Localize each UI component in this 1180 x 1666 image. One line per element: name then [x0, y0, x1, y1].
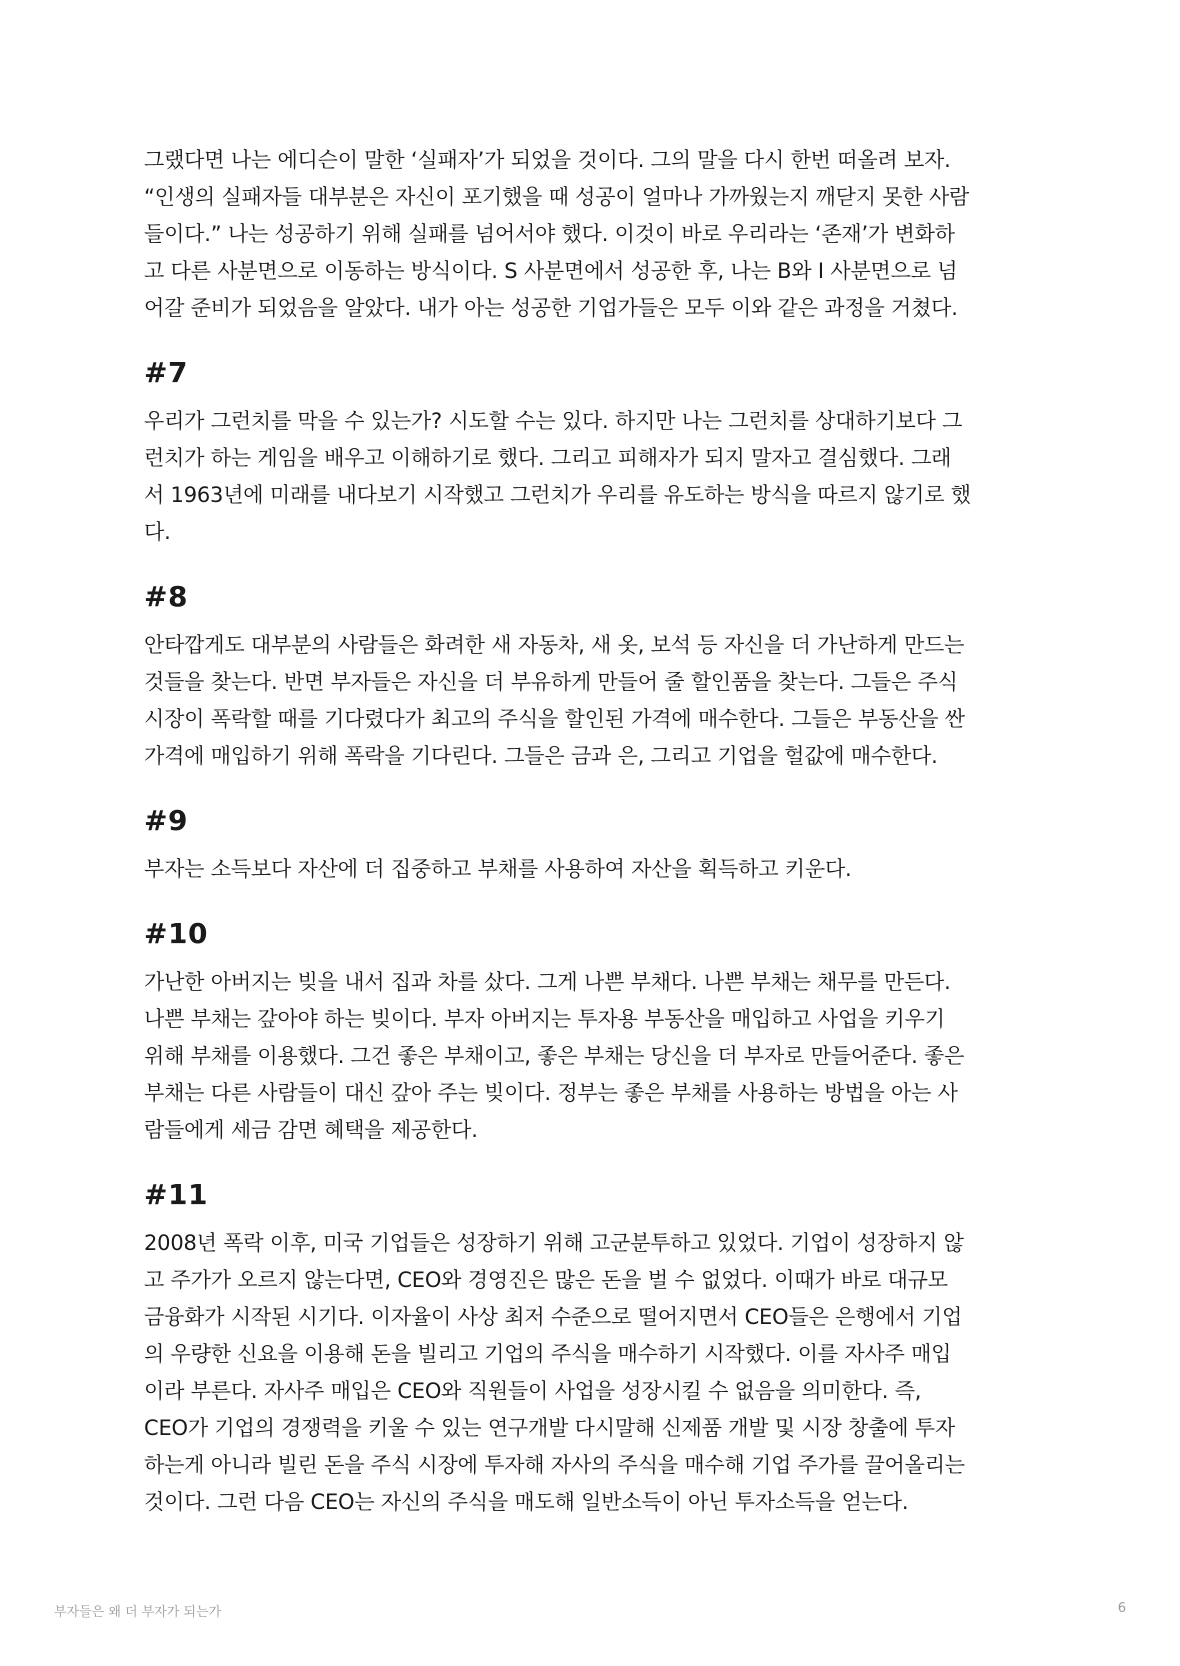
- section-body: 2008년 폭락 이후, 미국 기업들은 성장하기 위해 고군분투하고 있었다. 기업이 성장하지 않 고 주가가 오르지 않는다면, CEO와 경영진은 많은 돈을 벌 수 없었다. 이때가 바로 대규모 금융화가 시작된 시기다. 이자율이 사상 최저 수준으로 떨어지면서 CEO들은 은행에서 기업 의 우량한 신요을 이용해 돈을 빌리고 기업의 주식을 매수하기 시작했다. 이를 자사주 매입 이라 부른다. 자사주 매입은 CEO와 직원들이 사업을 성장시킬 수 없음을 의미한다. 즉, CEO가 기업의 경쟁력을 키울 수 있는 연구개발 다시말해 신제품 개발 및 시장 창출에 투자 하는게 아니라 빌린 돈을 주식 시장에 투자해 자사의 주식을 매수해 기업 주가를 끌어올리는 것이다. 그런 다음 CEO는 자신의 주식을 매도해 일반소득이 아닌 투자소득을 얻는다.: [144, 1231, 965, 1514]
- section-heading: #7: [144, 356, 188, 389]
- section-heading: #8: [144, 580, 188, 613]
- page-body: [144, 142, 1044, 1521]
- section-8: [144, 579, 1044, 775]
- section-9: [144, 803, 1044, 888]
- section-7: [144, 355, 1044, 551]
- intro-paragraph: 그랬다면 나는 에디슨이 말한 ‘실패자’가 되었을 것이다. 그의 말을 다시 한번 떠올려 보자. “인생의 실패자들 대부분은 자신이 포기했을 때 성공이 얼마나 가까웠는지 깨닫지 못한 사람 들이다.” 나는 성공하기 위해 실패를 넘어서야 했다. 이것이 바로 우리라는 ‘존재’가 변화하 고 다른 사분면으로 이동하는 방식이다. S 사분면에서 성공한 후, 나는 B와 I 사분면으로 넘 어갈 준비가 되었음을 알았다. 내가 아는 성공한 기업가들은 모두 이와 같은 과정을 거쳤다.: [144, 148, 970, 320]
- section-body: 우리가 그런치를 막을 수 있는가? 시도할 수는 있다. 하지만 나는 그런치를 상대하기보다 그 런치가 하는 게임을 배우고 이해하기로 했다. 그리고 피해자가 되지 말자고 결심했다. 그래 서 1963년에 미래를 내다보기 시작했고 그런치가 우리를 유도하는 방식을 따르지 않기로 했 다.: [144, 409, 971, 544]
- footer-book-title: 부자들은 왜 더 부자가 되는가: [54, 1605, 222, 1620]
- section-body: 부자는 소득보다 자산에 더 집중하고 부채를 사용하여 자산을 획득하고 키운다.: [144, 857, 852, 881]
- page-footer: [54, 1601, 1126, 1623]
- section-body: 안타깝게도 대부분의 사람들은 화려한 새 자동차, 새 옷, 보석 등 자신을 더 가난하게 만드는 것들을 찾는다. 반면 부자들은 자신을 더 부유하게 만들어 줄 할인품을 찾는다. 그들은 주식 시장이 폭락할 때를 기다렸다가 최고의 주식을 할인된 가격에 매수한다. 그들은 부동산을 싼 가격에 매입하기 위해 폭락을 기다린다. 그들은 금과 은, 그리고 기업을 헐값에 매수한다.: [144, 633, 965, 768]
- section-body: 가난한 아버지는 빚을 내서 집과 차를 샀다. 그게 나쁜 부채다. 나쁜 부채는 채무를 만든다. 나쁜 부채는 갚아야 하는 빚이다. 부자 아버지는 투자용 부동산을 매입하고 사업을 키우기 위해 부채를 이용했다. 그건 좋은 부채이고, 좋은 부채는 당신을 더 부자로 만들어준다. 좋은 부채는 다른 사람들이 대신 갚아 주는 빚이다. 정부는 좋은 부채를 사용하는 방법을 아는 사 람들에게 세금 감면 혜택을 제공한다.: [144, 970, 965, 1142]
- section-11: [144, 1177, 1044, 1521]
- page-number: 6: [1117, 1601, 1126, 1616]
- section-heading: #11: [144, 1178, 208, 1211]
- section-10: [144, 916, 1044, 1149]
- section-heading: #9: [144, 804, 188, 837]
- section-heading: #10: [144, 917, 208, 950]
